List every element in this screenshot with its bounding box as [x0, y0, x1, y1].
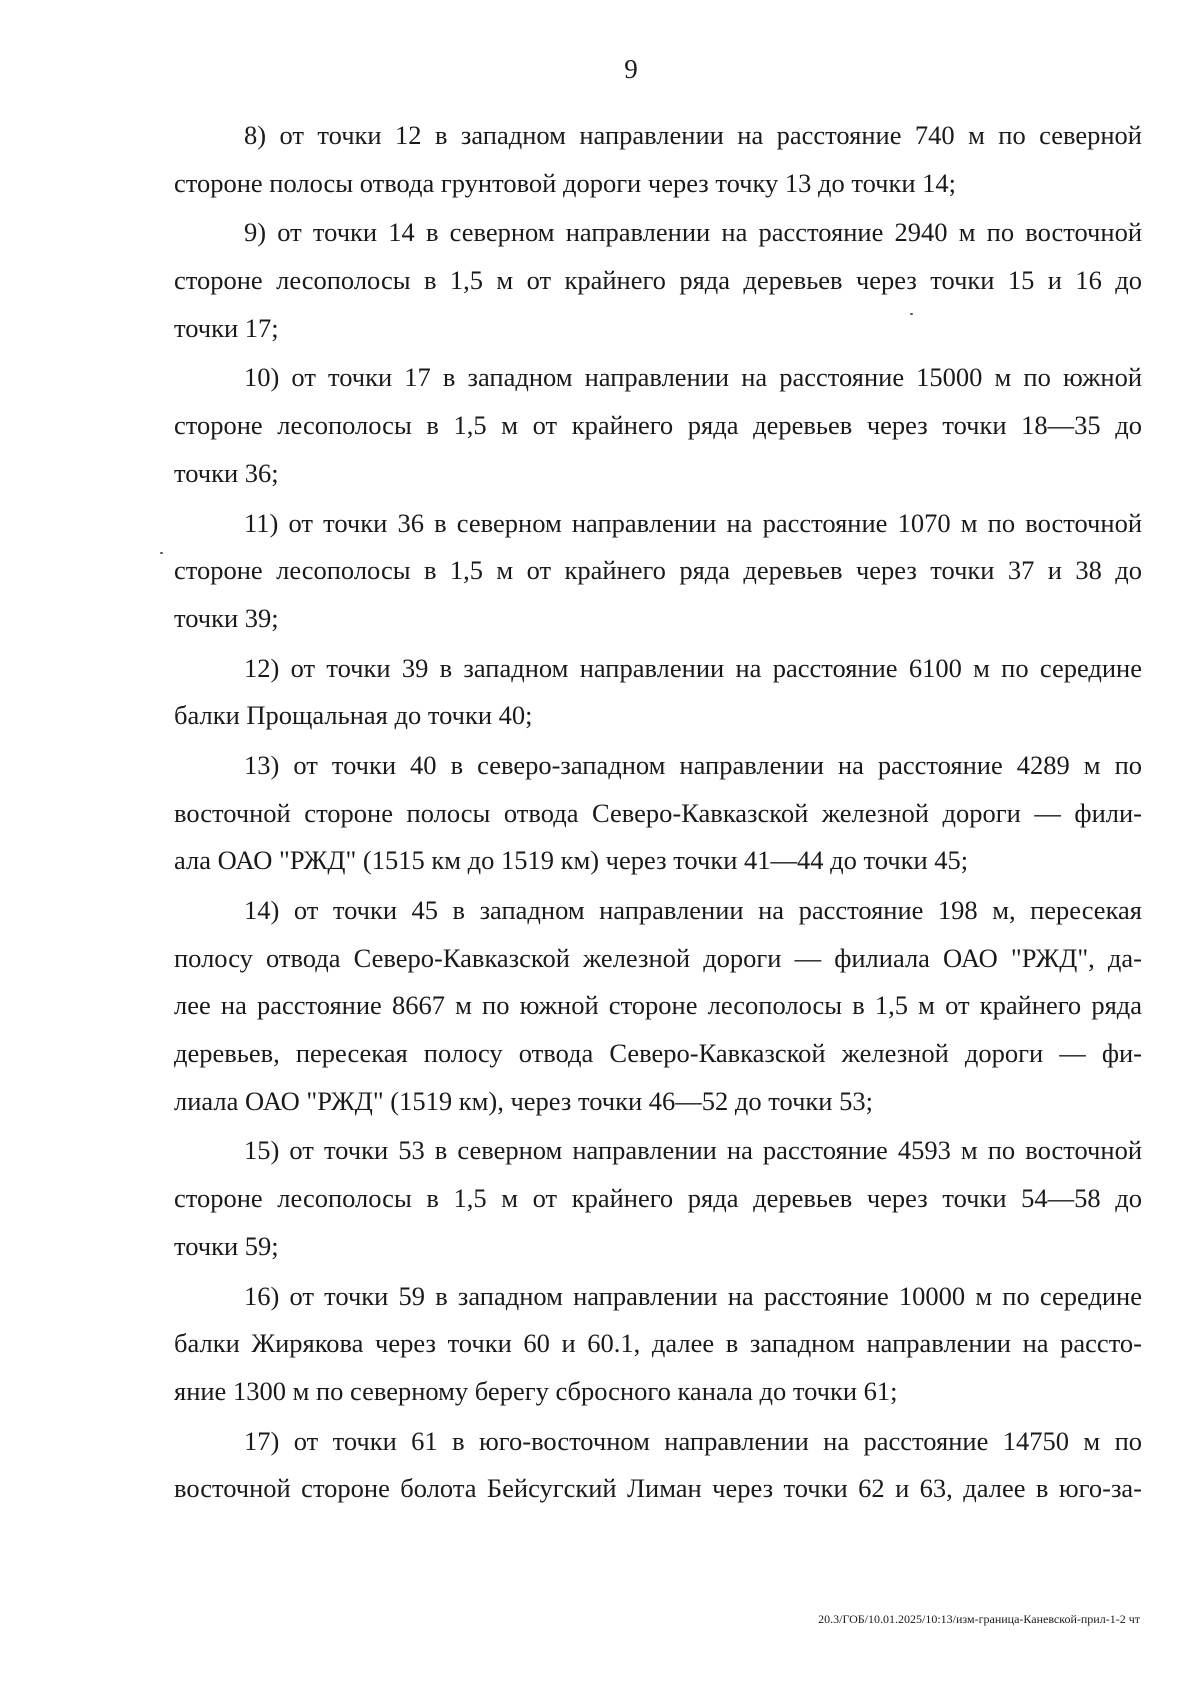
- list-item-paragraph: [174, 887, 1142, 1125]
- text-line: балки Прощальная до точки 40;: [174, 700, 533, 731]
- document-body: [174, 112, 1142, 1515]
- text-line: 16) от точки 59 в западном направлении на расстояние 10000 м по середине: [244, 1280, 1142, 1311]
- text-line: 17) от точки 61 в юго-восточном направлении на расстояние 14750 м по: [244, 1425, 1142, 1456]
- text-line: точки 17;: [174, 312, 279, 343]
- text-line: 10) от точки 17 в западном направлении на расстояние 15000 м по южной: [244, 362, 1142, 393]
- text-line: точки 39;: [174, 602, 279, 633]
- list-item-paragraph: [174, 1418, 1142, 1513]
- list-item-paragraph: [174, 500, 1142, 643]
- text-line: стороне лесополосы в 1,5 м от крайнего ряда деревьев через точки 18—35 до: [174, 410, 1142, 441]
- text-line: ала ОАО "РЖД" (1515 км до 1519 км) через точки 41—44 до точки 45;: [174, 845, 969, 876]
- text-line: 9) от точки 14 в северном направлении на расстояние 2940 м по восточной: [244, 217, 1142, 248]
- text-line: восточной стороне полосы отвода Северо-Кавказской железной дороги — фили-: [174, 797, 1142, 828]
- text-line: точки 36;: [174, 457, 279, 488]
- text-line: лее на расстояние 8667 м по южной стороне лесополосы в 1,5 м от крайнего ряда: [174, 990, 1142, 1021]
- scan-speck: [910, 313, 913, 315]
- text-line: 11) от точки 36 в северном направлении на расстояние 1070 м по восточной: [244, 507, 1142, 538]
- list-item-paragraph: [174, 1273, 1142, 1416]
- scan-speck: [160, 552, 163, 554]
- text-line: балки Жирякова через точки 60 и 60.1, далее в западном направлении на рассто-: [174, 1328, 1142, 1359]
- text-line: 13) от точки 40 в северо-западном направлении на расстояние 4289 м по: [244, 749, 1142, 780]
- list-item-paragraph: [174, 209, 1142, 352]
- list-item-paragraph: [174, 645, 1142, 740]
- text-line: деревьев, пересекая полосу отвода Северо-Кавказской железной дороги — фи-: [174, 1038, 1142, 1069]
- page-number: 9: [624, 54, 638, 84]
- text-line: стороне полосы отвода грунтовой дороги через точку 13 до точки 14;: [174, 167, 957, 198]
- text-line: 15) от точки 53 в северном направлении на расстояние 4593 м по восточной: [244, 1135, 1142, 1166]
- list-item-paragraph: [174, 742, 1142, 885]
- text-line: полосу отвода Северо-Кавказской железной дороги — филиала ОАО "РЖД", да-: [174, 942, 1142, 973]
- text-line: 14) от точки 45 в западном направлении на расстояние 198 м, пересекая: [244, 895, 1142, 925]
- text-line: 12) от точки 39 в западном направлении на расстояние 6100 м по середине: [244, 652, 1142, 683]
- text-line: стороне лесополосы в 1,5 м от крайнего ряда деревьев через точки 15 и 16 до: [174, 265, 1142, 296]
- document-footer: 20.3/ГОБ/10.01.2025/10:13/изм-граница-Каневской-прил-1-2 чт: [818, 1612, 1140, 1626]
- text-line: точки 59;: [174, 1230, 279, 1261]
- text-line: стороне лесополосы в 1,5 м от крайнего ряда деревьев через точки 54—58 до: [174, 1183, 1142, 1214]
- text-line: восточной стороне болота Бейсугский Лиман через точки 62 и 63, далее в юго-за-: [174, 1473, 1142, 1504]
- text-line: 8) от точки 12 в западном направлении на расстояние 740 м по северной: [244, 120, 1142, 150]
- text-line: яние 1300 м по северному берегу сбросного канала до точки 61;: [174, 1375, 898, 1406]
- list-item-paragraph: [174, 354, 1142, 497]
- text-line: лиала ОАО "РЖД" (1519 км), через точки 46—52 до точки 53;: [174, 1085, 873, 1116]
- text-line: стороне лесополосы в 1,5 м от крайнего ряда деревьев через точки 37 и 38 до: [174, 555, 1142, 586]
- list-item-paragraph: [174, 1127, 1142, 1270]
- list-item-paragraph: [174, 112, 1142, 207]
